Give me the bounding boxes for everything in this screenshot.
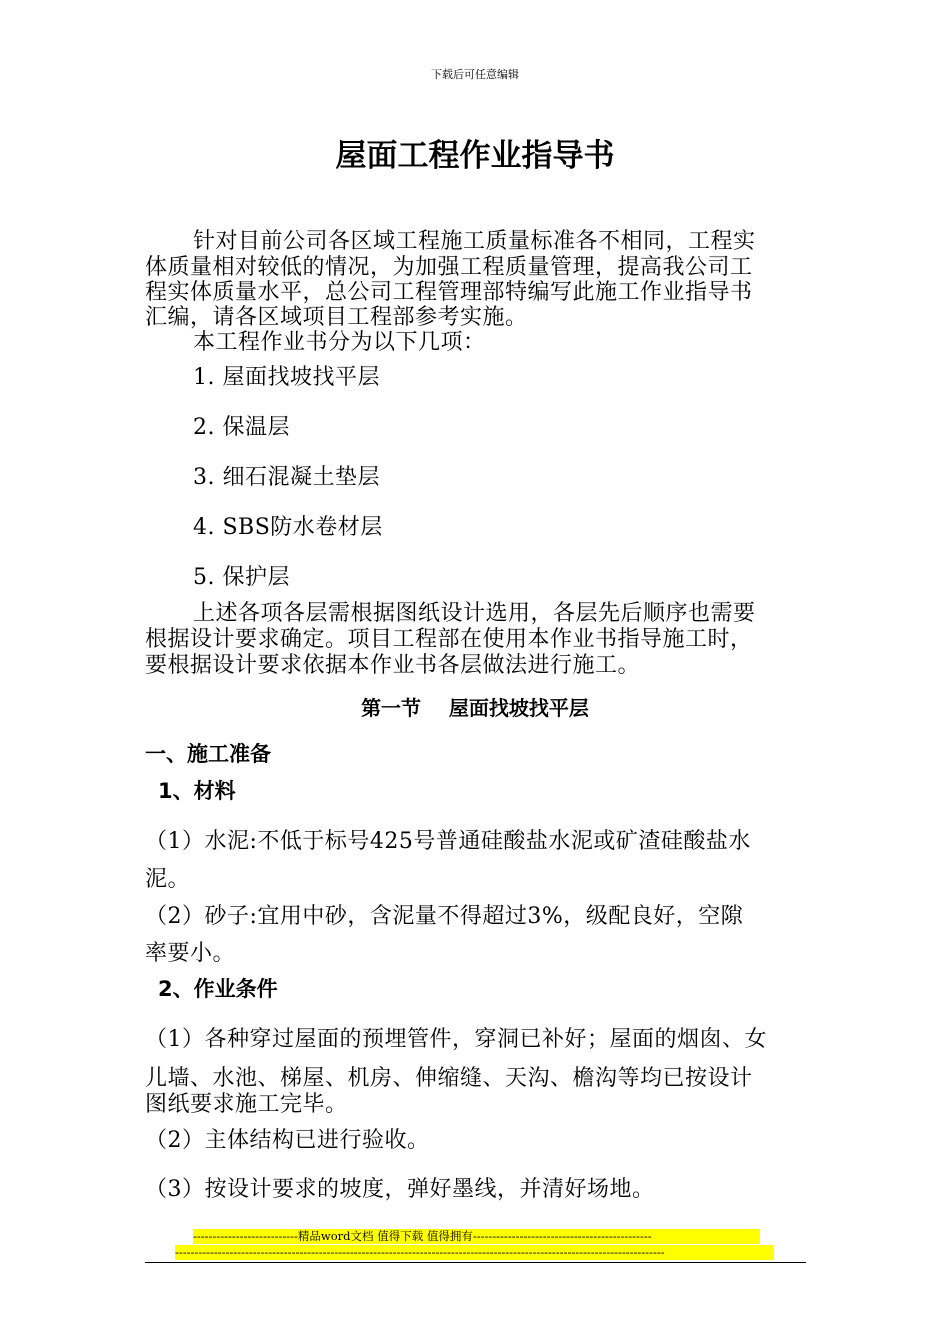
heading-construction-prep: 一、施工准备: [145, 742, 271, 766]
materials-line-1: （1）水泥:不低于标号425号普通硅酸盐水泥或矿渣硅酸盐水: [145, 829, 751, 854]
list-item: 3. 细石混凝土垫层: [193, 465, 380, 490]
intro-line-5: 本工程作业书分为以下几项：: [193, 330, 486, 355]
subheading-work-conditions: 2、作业条件: [158, 977, 278, 1001]
section-title: 第一节 屋面找坡找平层: [361, 696, 589, 720]
footer-banner-line-2: ------------------------------------------------------------------------------------------------------------------------------: [175, 1245, 774, 1260]
conditions-line-1: （1）各种穿过屋面的预埋管件，穿洞已补好；屋面的烟囱、女: [145, 1027, 767, 1052]
list-item: 4. SBS防水卷材层: [193, 515, 383, 540]
list-item: 1. 屋面找坡找平层: [193, 365, 380, 390]
conditions-line-3: 图纸要求施工完毕。: [145, 1092, 348, 1117]
conditions-line-4: （2）主体结构已进行验收。: [145, 1128, 430, 1153]
list-item: 5. 保护层: [193, 565, 290, 590]
intro-line-3: 程实体质量水平，总公司工程管理部特编写此施工作业指导书: [145, 280, 753, 305]
page-header-note: 下载后可任意编辑: [431, 68, 519, 81]
footer-rule: [145, 1262, 806, 1263]
list-item: 2. 保温层: [193, 415, 290, 440]
note-line-3: 要根据设计要求依据本作业书各层做法进行施工。: [145, 653, 641, 678]
document-title: 屋面工程作业指导书: [335, 138, 615, 174]
intro-line-4: 汇编，请各区域项目工程部参考实施。: [145, 305, 528, 330]
note-line-2: 根据设计要求确定。项目工程部在使用本作业书指导施工时，: [145, 627, 753, 652]
materials-line-4: 率要小。: [145, 941, 236, 966]
footer-banner-line-1: ---------------------------精品word文档 值得下载 值得拥有----------------------------------------------: [193, 1229, 760, 1244]
note-line-1: 上述各项各层需根据图纸设计选用，各层先后顺序也需要: [193, 601, 756, 626]
materials-line-2: 泥。: [145, 867, 191, 892]
intro-line-1: 针对目前公司各区域工程施工质量标准各不相同，工程实: [193, 229, 756, 254]
intro-line-2: 体质量相对较低的情况，为加强工程质量管理，提高我公司工: [145, 255, 753, 280]
subheading-materials: 1、材料: [158, 779, 236, 803]
materials-line-3: （2）砂子:宜用中砂，含泥量不得超过3%，级配良好，空隙: [145, 904, 744, 929]
conditions-line-5: （3）按设计要求的坡度，弹好墨线，并清好场地。: [145, 1177, 655, 1202]
conditions-line-2: 儿墙、水池、梯屋、机房、伸缩缝、天沟、檐沟等均已按设计: [145, 1066, 753, 1091]
